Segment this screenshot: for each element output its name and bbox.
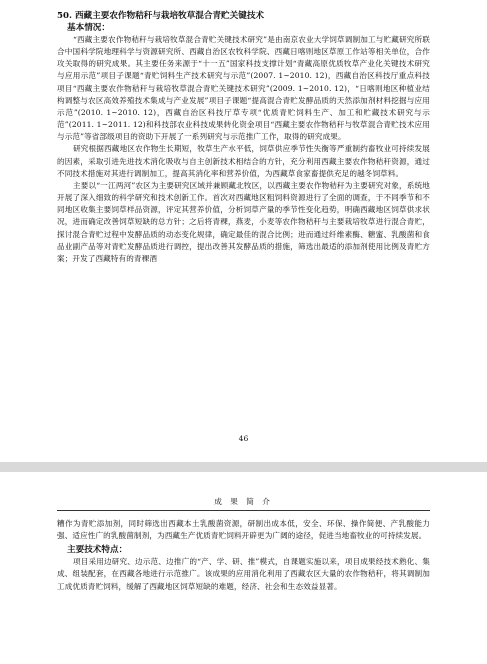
section-heading-basic: 基本情况： — [67, 23, 110, 33]
section-heading-features: 主要技术特点： — [67, 545, 128, 556]
document-title: 50. 西藏主要农作物秸秆与栽培牧草混合青贮关键技术 — [57, 11, 265, 21]
running-header: 成 果 简 介 — [214, 497, 273, 506]
page-bottom-content — [57, 518, 430, 593]
header-rule — [57, 510, 430, 511]
paragraph-3: 主要以“一江两河”农区为主要研究区域并兼顾藏北牧区，以西藏主要农作物秸秆为主要研究对象，系统地开展了深入细致的科学研究和技术创新工作。首次对西藏地区粗饲料资源进行了全面的调查，于不同季节和不同地区收集主要饲草样品资源，评定其营养价值，分析饲草产量的季节性变化趋势，明确西藏地区饲草供求状况，进而确定改善饲草短缺的总方针；之后将青稞，燕麦，小麦等农作物秸秆与主要栽培牧草进行混合青贮，探讨混合青贮过程中发酵品质的动态变化规律，确定最佳的混合比例；进而通过纤维素酶、糖蜜、乳酸菌和食品业副产品等对青贮发酵品质进行调控，提出改善其发酵品质的措施，筛选出最适的添加剂使用比例及青贮方案；开发了西藏特有的青稞酒 — [57, 180, 430, 263]
page-top-content — [57, 10, 430, 265]
page-divider — [0, 462, 487, 472]
paragraph-continued: 糟作为青贮添加剂，同时筛选出西藏本土乳酸菌资源，研制出成本低，安全、环保、操作简便、产乳酸能力强、适应性广的乳酸菌制剂，为西藏生产优质青贮饲料开辟更为广阔的途径，促进当地畜牧业的可持续发展。 — [57, 519, 430, 541]
paragraph-features: 项目采用边研究、边示范、边推广的“产、学、研、推”模式，自课题实施以来，项目成果经技术熟化、集成、组装配套，在西藏各地进行示范推广。该成果的应用消化利用了西藏农区大量的农作物秸秆，将其调制加工成优质青贮饲料，缓解了西藏地区饲草短缺的难题，经济、社会和生态效益显著。 — [57, 557, 430, 591]
paragraph-1: “西藏主要农作物秸秆与栽培牧草混合青贮关键技术研究”是由南京农业大学饲草调制加工与贮藏研究所联合中国科学院地理科学与资源研究所、西藏自治区农牧科学院、西藏日喀则地区草原工作站等相关单位，合作攻关取得的研究成果。其主要任务来源于“十一五”国家科技支撑计划“青藏高原优质牧草产业化关键技术研究与应用示范”项目子课题“青贮饲料生产技术研究与示范”(2007. 1~2010. 12)，西藏自治区科技厅重点科技项目“西藏主要农作物秸秆与栽培牧草混合青贮关键技术研究”(2009. 1~2010. 12)，“日喀则地区种植业结构调整与农区高效养殖技术集成与产业发展”项目子课题“提高混合青贮发酵品质的天然添加剂材料挖掘与应用示范”(2010. 1~2010. 12)，西藏自治区科技厅草专项“优质青贮饲料生产、加工和贮藏技术研究与示范”(2011. 1~2011. 12)和科技部农业科技成果转化资金项目“西藏主要农作物秸秆与牧草混合青贮技术应用与示范”等省部级项目的资助下开展了一系列研究与示范推广工作，取得的研究成果。 — [57, 35, 430, 142]
page-number: 46 — [238, 434, 249, 443]
paragraph-2: 研究根据西藏地区农作物生长期短，牧草生产水平低，饲草供应季节性失衡等严重制约畜牧业可持续发展的因素，采取引进先进技术消化吸收与自主创新技术相结合的方针，充分利用西藏主要农作物秸秆资源，通过不同技术措施对其进行调制加工，提高其消化率和营养价值，为西藏草食家畜提供充足的越冬饲草料。 — [57, 144, 430, 178]
